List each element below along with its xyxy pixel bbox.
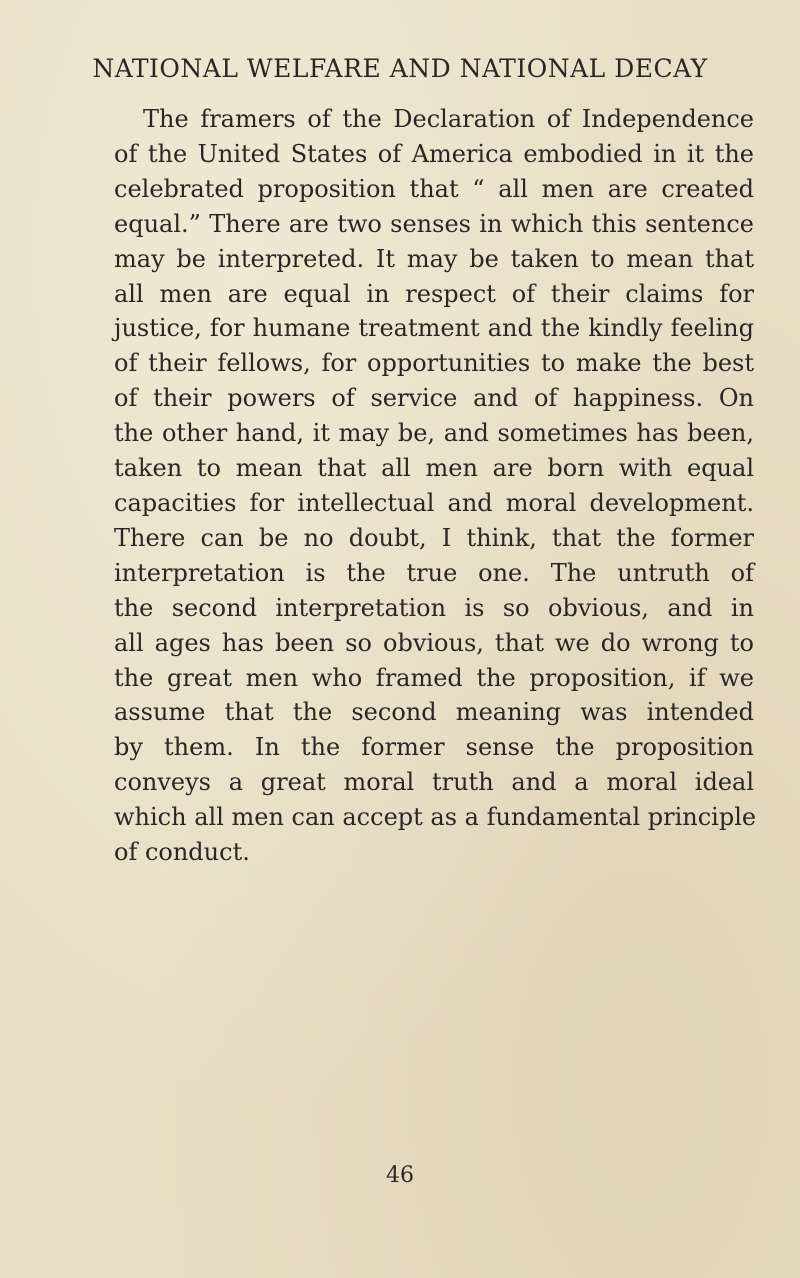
text-line: interpretation is the true one. The untruth of [114,558,754,587]
text-line: of their powers of service and of happiness. On [114,384,754,413]
text-line: the second interpretation is so obvious, and in [114,593,754,622]
page-number: 46 [386,1163,414,1188]
text-line: may be interpreted. It may be taken to mean that [114,244,754,273]
text-line: justice, for humane treatment and the kindly feeling [114,314,754,343]
body-paragraph [114,102,757,870]
text-line: all ages has been so obvious, that we do wrong to [114,628,754,657]
running-header: NATIONAL WELFARE AND NATIONAL DECAY [92,54,708,83]
text-line: all men are equal in respect of their claims for [114,279,754,308]
text-line: of the United States of America embodied in it the [114,139,754,168]
text-line: capacities for intellectual and moral development. [114,488,754,517]
text-line: The framers of the Declaration of Independence [143,105,754,133]
text-line: the other hand, it may be, and sometimes has been, [114,419,754,448]
text-line: assume that the second meaning was intended [114,698,754,727]
text-line: conveys a great moral truth and a moral ideal [114,768,754,797]
text-line: of conduct. [114,838,250,867]
text-line: There can be no doubt, I think, that the former [114,523,754,552]
text-line: celebrated proposition that “ all men are created [114,174,754,203]
text-line: which all men can accept as a fundamental principle [114,803,757,832]
text-line: equal.” There are two senses in which this sentence [114,209,754,238]
text-line: the great men who framed the proposition, if we [114,663,754,692]
text-line: by them. In the former sense the proposition [114,733,754,762]
text-line: of their fellows, for opportunities to make the best [114,349,754,378]
text-line: taken to mean that all men are born with equal [114,454,754,483]
